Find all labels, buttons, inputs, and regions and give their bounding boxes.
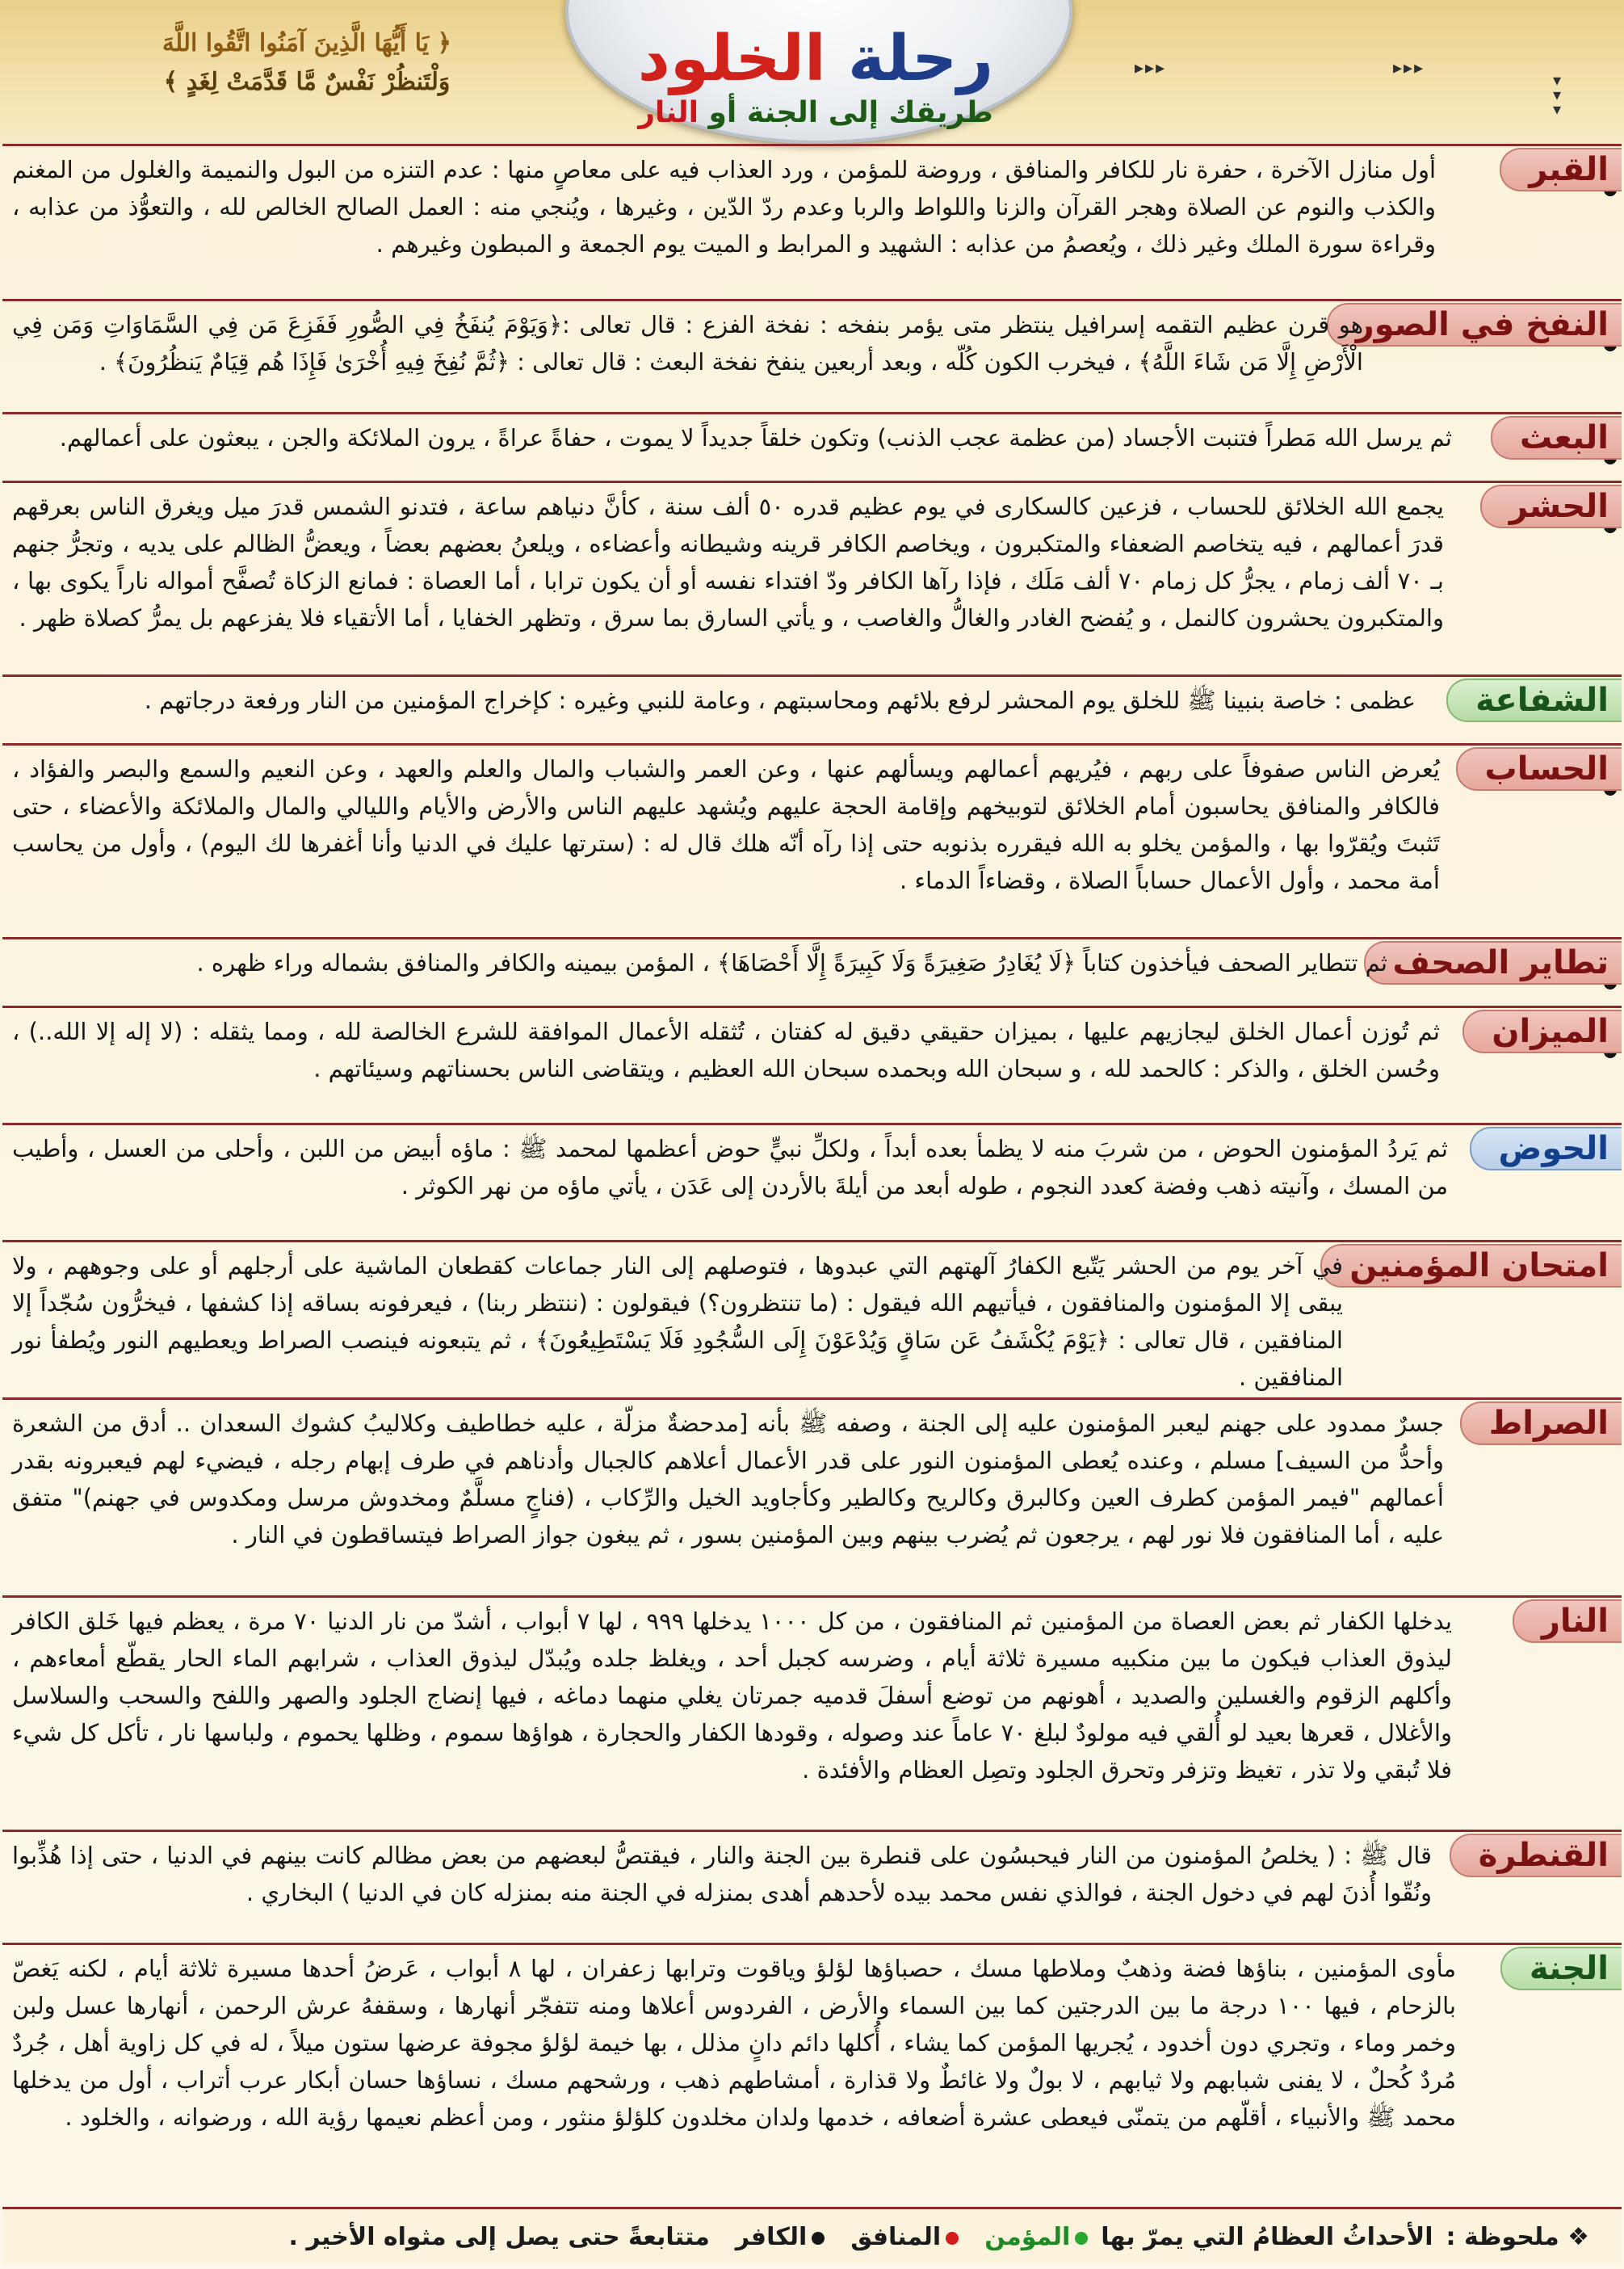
section-label: الميزان <box>1462 1010 1622 1053</box>
section-paradise <box>2 1943 1622 2207</box>
note-suffix: متتابعةً حتى يصل إلى مثواه الأخير . <box>288 2223 710 2251</box>
legend-disbeliever: الكافر <box>723 2223 825 2251</box>
section-label: امتحان المؤمنين <box>1320 1244 1622 1288</box>
hypocrite-dot-icon <box>946 2232 959 2245</box>
section-label: الشفاعة <box>1446 679 1622 722</box>
section-scrolls <box>2 937 1622 1006</box>
section-bridge <box>2 1397 1622 1595</box>
section-text: قال ﷺ : ( يخلصُ المؤمنون من النار فيحبسُون على قنطرة بين الجنة والنار ، فيقتصُّ لبعضهم من بعض مظالم كانت بينهم في الدنيا ، حتى إذا هُذِّبوا ونُقّوا أُذنَ لهم في دخول الجنة ، فوالذي نفس محمد بيده لأحدهم أهدى بمنزله في الجنة منه بمنزله كان في الدنيا ) البخاري . <box>12 1842 1432 1906</box>
page-subtitle: طريقك إلى الجنة أو النار <box>638 96 993 129</box>
section-basin <box>2 1123 1622 1240</box>
quran-verse: ﴿ يَا أَيُّهَا الَّذِينَ آمَنُوا اتَّقُوا اللَّهَ وَلْتَنظُرْ نَفْسٌ مَّا قَدَّمَتْ لِغَدٍ ﴾ <box>162 29 452 96</box>
section-text: ثم تُوزن أعمال الخلق ليجازيهم عليها ، بميزان حقيقي دقيق له كفتان ، تُثقله الأعمال الموافقة للشرع الخالصة لله ، ومما يثقله : (لا إله إلا الله..) ، وحُسن الخلق ، والذكر : كالحمد لله ، و سبحان الله وبحمده سبحان الله العظيم ، ويتقاضى الناس بحسناتهم وسيئاتهم . <box>12 1018 1440 1082</box>
header <box>0 0 1624 144</box>
section-label: الجنة <box>1500 1947 1622 1990</box>
page-title <box>565 23 1066 95</box>
down-arrows-icon: ▾ ▾ ▾ <box>1552 70 1562 119</box>
section-text: يجمع الله الخلائق للحساب ، فزعين كالسكارى في يوم عظيم قدره ٥٠ ألف سنة ، كأنَّ دنياهم ساعة ، فتدنو الشمس قدرَ ميل ويغرق الناس بعرقهم قدرَ أعمالهم ، فيه يتخاصم الضعفاء والمتكبرون ، ويخاصم الكافر قرينه وشيطانه وأعضاءه ، ويلعنُ بعضهم بعضاً ، ويعضُّ الظالم على يديه ، وتجرُّ جنهم بـ ٧٠ ألف زمام ، يجرُّ كل زمام ٧٠ ألف مَلَك ، فإذا رآها الكافر ودّ افتداء نفسه أو أن يكون ترابا ، أما العصاة : فمانع الزكاة تُصفَّح أمواله ناراً يكوى بها ، والمتكبرون يحشرون كالنمل ، و يُفضح الغادر والغالُّ والغاصب ، و يأتي السارق بما سرق ، وتظهر الخفايا ، أما الأتقياء فلا يفزعهم بل يمرُّ كصلاة ظهر . <box>12 493 1444 632</box>
section-label: الحوض <box>1470 1127 1622 1170</box>
section-grave <box>2 144 1622 299</box>
title-word-eternity: الخلود <box>637 23 826 95</box>
section-hellfire <box>2 1595 1622 1830</box>
section-trumpet <box>2 299 1622 412</box>
section-text: في آخر يوم من الحشر يَتّبع الكفارُ آلهتهم التي عبدوها ، فتوصلهم إلى النار جماعات كقطعان الماشية على أرجلهم أو على وجوههم ، ولا يبقى إلا المؤمنون والمنافقون ، فيأتيهم الله فيقول : (ما تنتظرون؟) فيقولون : (ننتظر ربنا) ، فيعرفونه بساقه إذا كشفها ، فيخرُّون سُجّداً إلا المنافقين ، قال تعالى : ﴿يَوْمَ يُكْشَفُ عَن سَاقٍ وَيُدْعَوْنَ إِلَى السُّجُودِ فَلَا يَسْتَطِيعُونَ﴾ ، ثم يتبعونه فينصب الصراط ويعطيهم النور ويُطفأ نور المنافقين . <box>12 1252 1343 1391</box>
section-text: يدخلها الكفار ثم بعض العصاة من المؤمنين ثم المنافقون ، من كل ١٠٠٠ يدخلها ٩٩٩ ، لها ٧ أبواب ، أشدّ من نار الدنيا ٧٠ مرة ، يعظم فيها خَلق الكافر ليذوق العذاب فيكون ما بين منكبيه مسيرة ثلاثة أيام ، وضرسه كجبل أحد ، ويغلظ جلده ويُبدّل ليذوق العذاب ، شرابهم الماء الحار يقطّع أمعاءهم ، وأكلهم الزقوم والغسلين والصديد ، أهونهم من توضع أسفلَ قدميه جمرتان يغلي منهما دماغه ، فيها إنضاج الجلود والصهر واللفح والسحب والسلاسل والأغلال ، قعرها بعيد لو أُلقي فيه مولودٌ لبلغ ٧٠ عاماً عند وصوله ، وقودها الكفار والحجارة ، هواؤها سموم ، وظلها يحموم ، ولباسها نار ، تأكل كل شيء فلا تُبقي ولا تذر ، تغيظ وتزفر وتحرق الجلود وتصِل العظام والأفئدة . <box>12 1607 1452 1784</box>
section-text: مأوى المؤمنين ، بناؤها فضة وذهبٌ وملاطها مسك ، حصباؤها لؤلؤ وياقوت وترابها زعفران ، لها ٨ أبواب ، عَرضُ أحدها مسيرة ثلاثة أيام ، لكنه يَغصّ بالزحام ، فيها ١٠٠ درجة ما بين الدرجتين كما بين السماء والأرض ، الفردوس أعلاها ومنه تتفجّر أنهارها ، وسقفهُ عرش الرحمن ، أنهارها عسل ولبن وخمر وماء ، وتجري دون أخدود ، يُجريها المؤمن كما يشاء ، أُكلها دائم دانٍ مذلل ، بها خيمة لؤلؤ مجوفة عرضها ستون ميلاً ، له في كل زاوية أهل ، جُردٌ مُردٌ كُحلٌ ، لا يفنى شبابهم ولا ثيابهم ، لا بولٌ ولا غائطٌ ولا قذارة ، أمشاطهم ذهب ، ورشحهم مسك ، نساؤها حسان أبكار عرب أتراب ، أول من يدخلها محمد ﷺ والأنبياء ، أقلّهم من يتمنّى فيعطى عشرة أضعافه ، خدمها ولدان مخلدون كلؤلؤ منثور ، ومن أعظم نعيمها رؤية الله ، ورضوانه ، والخلود . <box>12 1955 1457 2131</box>
triple-arrow-icon: ▸▸▸ <box>1135 58 1167 78</box>
title-word-journey: رحلة <box>847 23 994 95</box>
legend-note <box>2 2207 1622 2265</box>
section-label: الحساب <box>1456 747 1622 791</box>
section-gathering <box>2 481 1622 674</box>
section-text: يُعرض الناس صفوفاً على ربهم ، فيُريهم أعمالهم ويسألهم عنها ، وعن العمر والشباب والمال والعلم والعهد ، وعن النعيم والسمع والبصر والفؤاد ، فالكافر والمنافق يحاسبون أمام الخلائق لتوبيخهم وإقامة الحجة عليهم ويُشهد عليهم الناس والأرض والأيام والليالي والمال والملائكة والأعضاء ، حتى تَثبتَ ويُقرّوا بها ، والمؤمن يخلو به الله فيقرره بذنوبه حتى إذا رآه أنّه هلك قال له : (سترتها عليك في الدنيا وأنا أغفرها لك اليوم) ، وأول من يحاسب أمة محمد ، وأول الأعمال حساباً الصلاة ، وقضاءاً الدماء . <box>12 755 1440 894</box>
section-label: القنطرة <box>1450 1834 1622 1877</box>
triple-arrow-icon: ▸▸▸ <box>1393 58 1425 78</box>
section-arch <box>2 1830 1622 1943</box>
section-intercession <box>2 674 1622 743</box>
section-label: النفخ في الصور <box>1327 303 1622 347</box>
section-label: القبر <box>1500 148 1622 191</box>
section-text: جسرٌ ممدود على جهنم ليعبر المؤمنون عليه إلى الجنة ، وصفه ﷺ بأنه [مدحضةٌ مزلّة ، عليه خطاطيف وكلاليبُ كشوك السعدان .. أدق من الشعرة وأحدُّ من السيف] مسلم ، وعنده يُعطى المؤمنون النور على قدر الأعمال أعلاهم كالجبال وأدناهم في طرف إبهام رجله ، فيضيء لهم فيعبرونه بقدر أعمالهم "فيمر المؤمن كطرف العين وكالبرق وكالريح وكالطير وكأجاويد الخيل والرِّكاب ، (فناجٍ مسلَّمٌ ومخدوش مرسل ومكدوس في جهنم)" متفق عليه ، أما المنافقون فلا نور لهم ، يرجعون ثم يُضرب بينهم وبين المؤمنين بسور ، ثم يبغون جواز الصراط فيتساقطون في النار . <box>12 1410 1444 1548</box>
section-text: هو قرن عظيم التقمه إسرافيل ينتظر متى يؤمر بنفخه : نفخة الفزع : قال تعالى :﴿وَيَوْمَ يُنفَخُ فِي الصُّورِ فَفَزِعَ مَن فِي السَّمَاوَاتِ وَمَن فِي الْأَرْضِ إِلَّا مَن شَاءَ اللَّهُ﴾ ، فيخرب الكون كُلّه ، وبعد أربعين ينفخ نفخة البعث : قال تعالى : ﴿ثُمَّ نُفِخَ فِيهِ أُخْرَىٰ فَإِذَا هُم قِيَامٌ يَنظُرُونَ﴾ . <box>12 311 1363 376</box>
section-label: النار <box>1513 1599 1622 1643</box>
section-label: تطاير الصحف <box>1364 941 1622 985</box>
section-label: الحشر <box>1480 485 1622 528</box>
section-label: الصراط <box>1460 1401 1622 1445</box>
section-scale <box>2 1006 1622 1123</box>
legend-hypocrite: المنافق <box>837 2223 959 2251</box>
legend-believer: المؤمن <box>971 2223 1088 2251</box>
section-text: عظمى : خاصة بنبينا ﷺ للخلق يوم المحشر لرفع بلائهم ومحاسبتهم ، وعامة للنبي وغيره : كإخراج المؤمنين من النار ورفعة درجاتهم . <box>144 687 1416 714</box>
section-reckoning <box>2 743 1622 937</box>
section-text: أول منازل الآخرة ، حفرة نار للكافر والمنافق ، وروضة للمؤمن ، ورد العذاب فيه على معاصٍ منها : عدم التنزه من البول والنميمة والغلول من المغنم والكذب والنوم عن الصلاة وهجر القرآن والزنا واللواط والربا وعدم ردّ الدّين ، وغيرها ، ويُنجي منه : العمل الصالح الخالص لله ، والتعوُّذ من عذابه ، وقراءة سورة الملك وغير ذلك ، ويُعصمُ من عذابه : الشهيد و المرابط و الميت يوم الجمعة و المبطون وغيرهم . <box>12 156 1436 258</box>
section-test-believers <box>2 1240 1622 1397</box>
disbeliever-dot-icon <box>812 2232 825 2245</box>
section-text: ثم يَردُ المؤمنون الحوض ، من شربَ منه لا يظمأ بعده أبداً ، ولكلِّ نبيٍّ حوض أعظمها لمحمد ﷺ : ماؤه أبيض من اللبن ، وأحلى من العسل ، وأطيب من المسك ، وآنيته ذهب وفضة كعدد النجوم ، طوله أبعد من أيلةَ بالأردن إلى عَدَن ، يأتي ماؤه من نهر الكوثر . <box>12 1135 1448 1200</box>
section-text: ثم تتطاير الصحف فيأخذون كتاباً ﴿لَا يُغَادِرُ صَغِيرَةً وَلَا كَبِيرَةً إِلَّا أَحْصَاهَا﴾ ، المؤمن بيمينه والكافر والمنافق بشماله وراء ظهره . <box>196 949 1387 977</box>
section-resurrection <box>2 412 1622 481</box>
note-events: الأحداثُ العظامُ التي يمرّ بها <box>1101 2223 1433 2251</box>
section-label: البعث <box>1491 416 1622 460</box>
note-prefix: ❖ ملحوظة : <box>1446 2223 1589 2251</box>
believer-dot-icon <box>1075 2232 1088 2245</box>
section-text: ثم يرسل الله مَطراً فتنبت الأجساد (من عظمة عجب الذنب) وتكون خلقاً جديداً لا يموت ، حفاةً عراةً ، يرون الملائكة والجن ، يبعثون على أعمالهم. <box>59 424 1452 452</box>
